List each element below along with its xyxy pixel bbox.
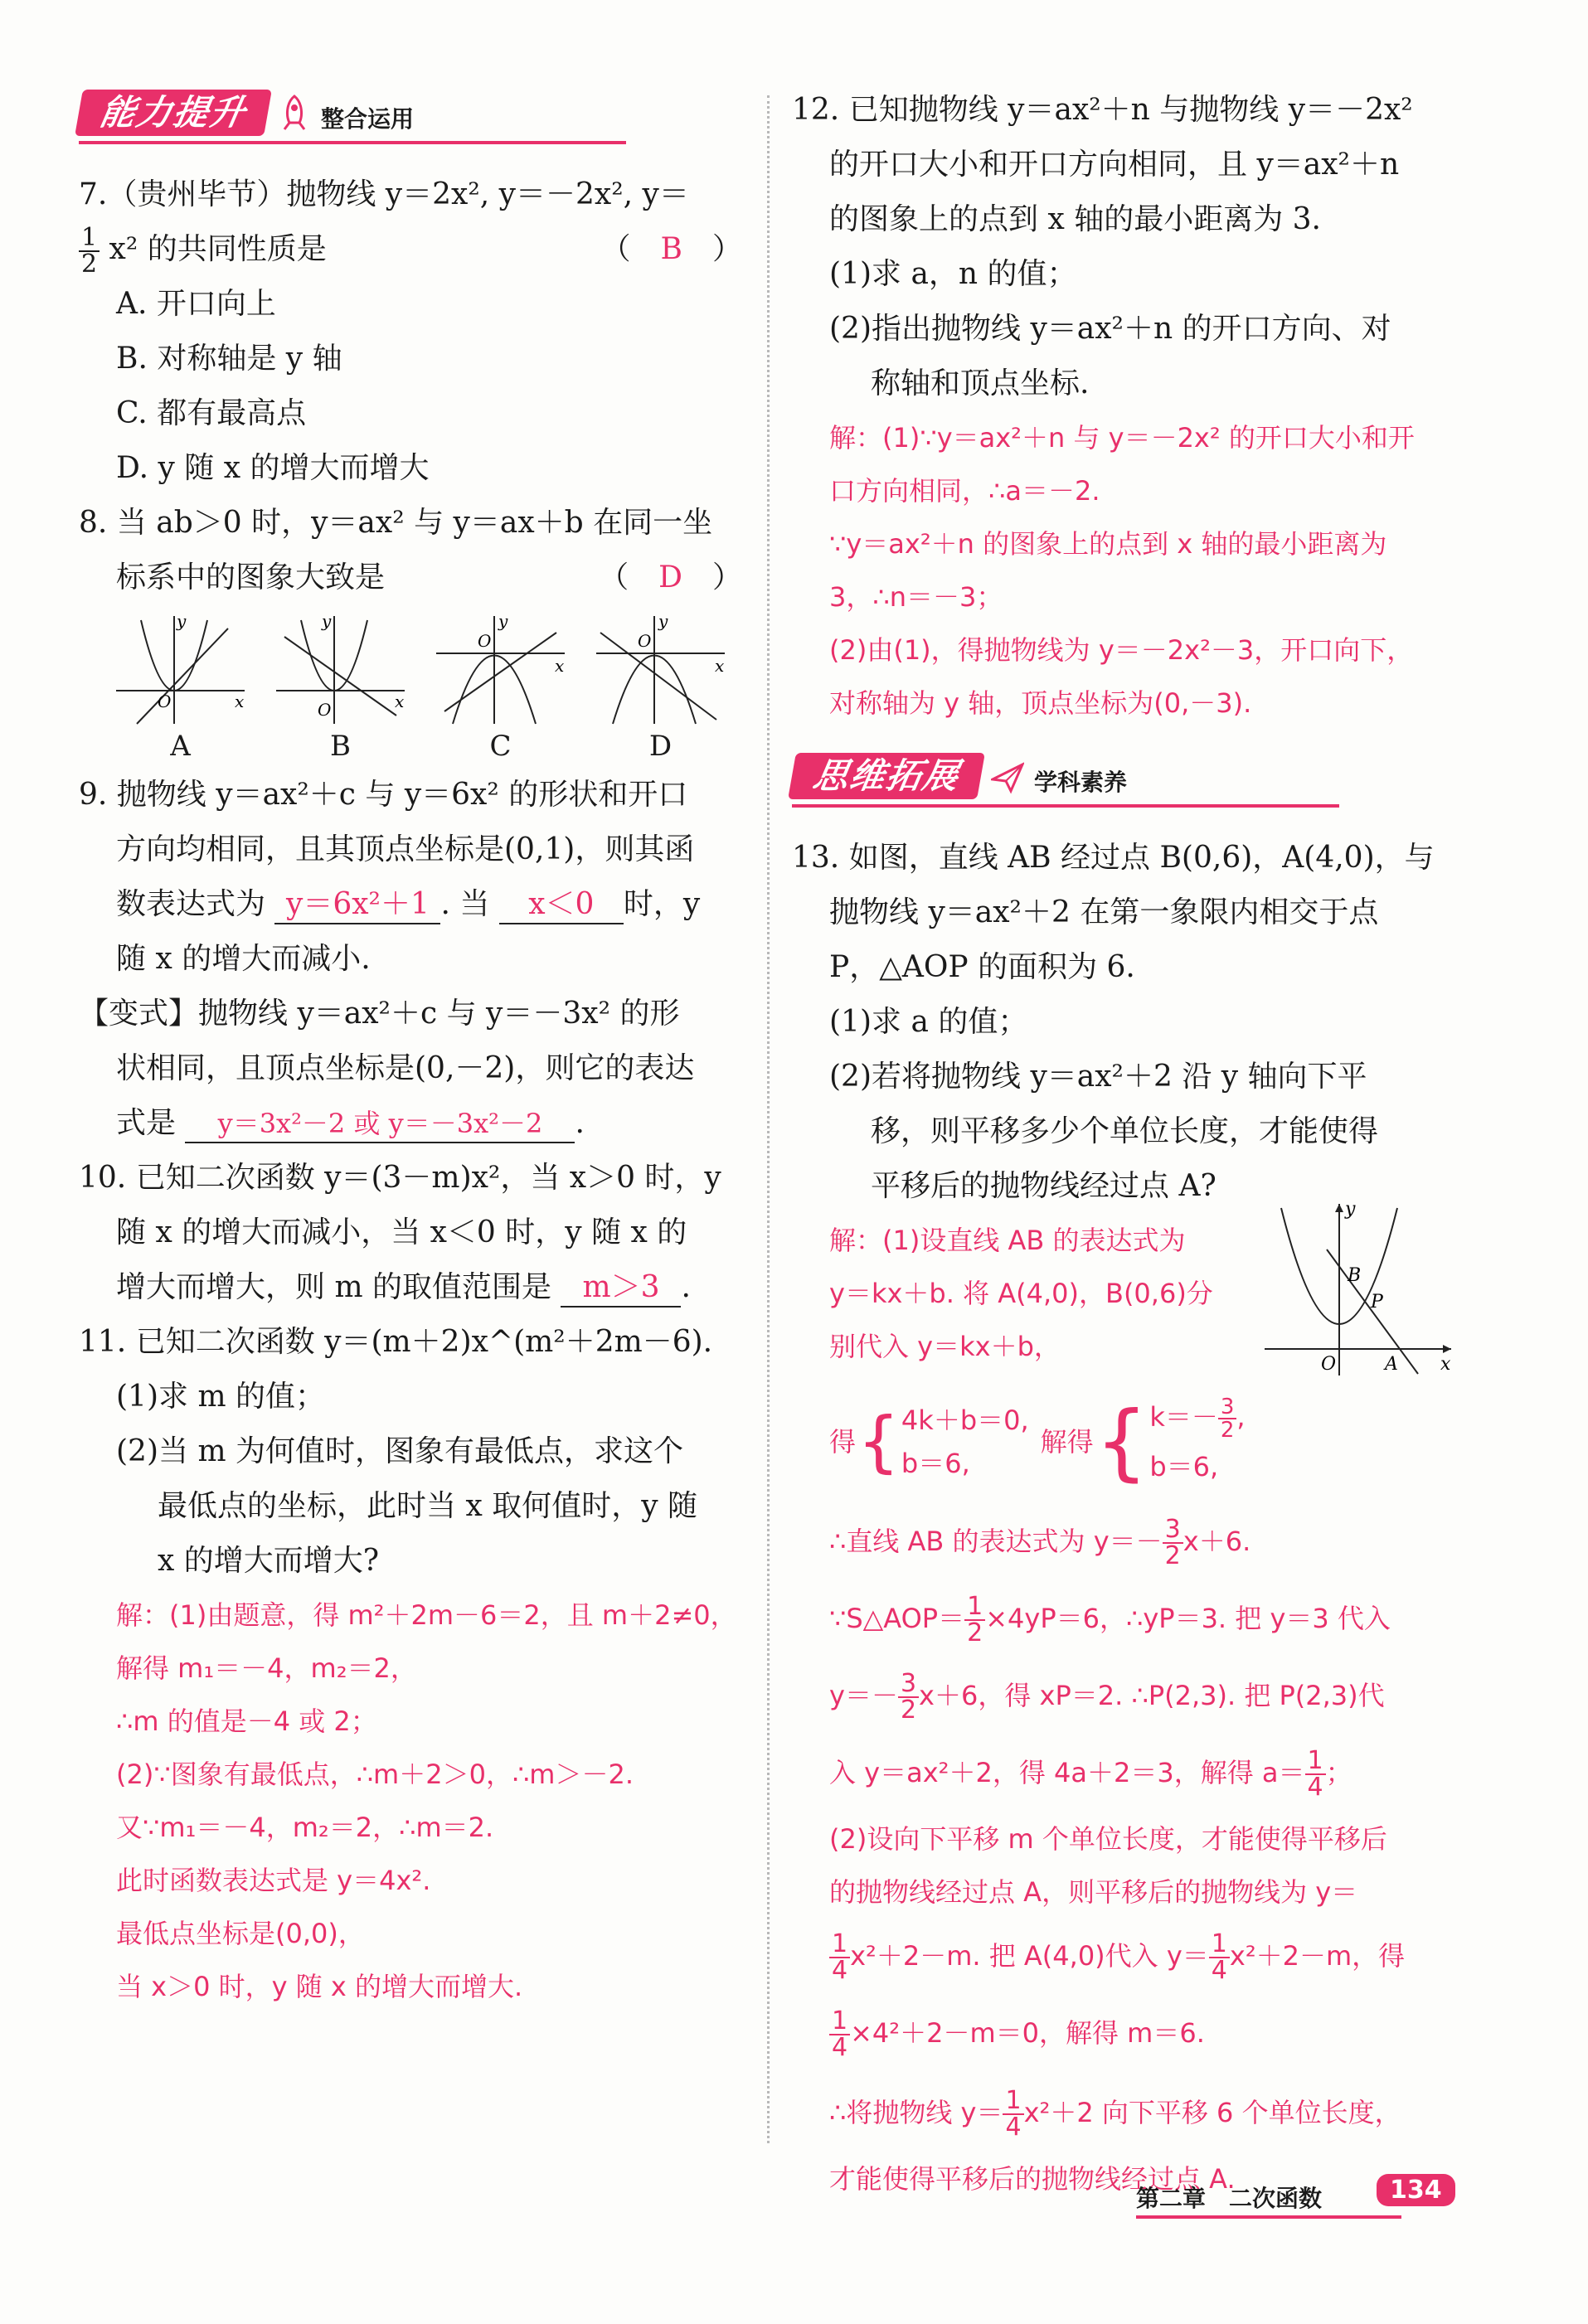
graph-label-a: A	[170, 730, 191, 763]
q13-sol-line5: ∵S△AOP＝ $\frac{1}{2}$ ×4yP＝6，∴yP＝3. 把 y＝3 代入	[829, 1592, 1391, 1647]
q13-part1: (1)求 a 的值；	[829, 1005, 1028, 1039]
q11-sol-line2: 解得 m₁＝－4，m₂＝2，	[116, 1652, 417, 1684]
q12-stem-line2: 的开口大小和开口方向相同，且 y＝ax²＋n	[829, 148, 1400, 182]
q13-sol-line6: y＝－ $\frac{3}{2}$ x＋6，得 xP＝2. ∴P(2,3). 把 P(2,3)代	[829, 1669, 1385, 1725]
graph-d-plot	[592, 612, 729, 728]
svg-text:y: y	[498, 612, 508, 631]
svg-text:y: y	[177, 612, 187, 631]
q7-option-b: B. 对称轴是 y 轴	[116, 342, 342, 376]
q13-stem-line2: 抛物线 y＝ax²＋2 在第一象限内相交于点	[829, 895, 1379, 929]
q7-stem-line1: 7.（贵州毕节）抛物线 y＝2x², y＝－2x², y＝	[79, 177, 689, 211]
q13-sol-line9: 的抛物线经过点 A，则平移后的抛物线为 y＝	[829, 1876, 1358, 1908]
q11-sol-line1: 解：(1)由题意，得 m²＋2m－6＝2，且 m＋2≠0，	[116, 1599, 737, 1631]
q13-stem-line1: 13. 如图，直线 AB 经过点 B(0,6)，A(4,0)，与	[792, 841, 1435, 875]
q8-answer: D	[658, 560, 682, 594]
q7-option-a: A. 开口向上	[116, 287, 276, 321]
svg-text:O: O	[478, 631, 492, 651]
question-10	[79, 1151, 742, 1315]
q7-answer: B	[660, 232, 682, 266]
q7-stem-line2: $\frac{1}{2}$ x² 的共同性质是 （ B ）	[79, 222, 742, 277]
q13-sol-line8: (2)设向下平移 m 个单位长度，才能使得平移后	[829, 1823, 1387, 1855]
q12-stem-line1: 12. 已知抛物线 y＝ax²＋n 与抛物线 y＝－2x²	[792, 93, 1413, 127]
svg-text:y: y	[658, 612, 668, 631]
q11-part1: (1)求 m 的值；	[116, 1380, 326, 1414]
q7-fraction: $\frac{1}{2}$	[79, 226, 100, 277]
section-subtitle: 整合运用	[321, 105, 415, 133]
q9-variant-line3: 式是 y＝3x²－2 或 y＝－3x²－2 .	[79, 1096, 742, 1151]
svg-text:x: x	[555, 656, 565, 676]
question-7	[79, 167, 742, 496]
svg-text:y: y	[322, 612, 332, 631]
section-rule	[792, 804, 1339, 808]
svg-text:x: x	[395, 691, 405, 711]
q9-stem-line2: 方向均相同，且其顶点坐标是(0,1)，则其函	[116, 832, 695, 866]
q11-solution	[79, 1589, 742, 2013]
graph-b-plot	[272, 612, 409, 728]
paper-plane-icon	[991, 758, 1024, 794]
section-header-thinking	[792, 746, 1464, 813]
svg-text:A: A	[1385, 1354, 1398, 1375]
q13-part2-line3: 平移后的抛物线经过点 A?	[871, 1169, 1216, 1203]
q12-part2-line2: 称轴和顶点坐标.	[871, 366, 1090, 400]
svg-text:B: B	[1348, 1265, 1362, 1286]
q9-variant-line1: 【变式】抛物线 y＝ax²＋c 与 y＝－3x² 的形	[79, 997, 680, 1031]
graph-label-d: D	[648, 730, 673, 763]
q12-sol-line1: 解：(1)∵y＝ax²＋n 与 y＝－2x² 的开口大小和开	[829, 422, 1415, 454]
svg-text:O: O	[638, 631, 652, 651]
q11-part2-line3: x 的增大而增大?	[158, 1544, 380, 1578]
q11-part2-line1: (2)当 m 为何值时，图象有最低点，求这个	[116, 1434, 684, 1468]
svg-text:O: O	[158, 691, 172, 711]
q10-stem-line3: 增大而增大，则 m 的取值范围是 m＞3 .	[79, 1260, 742, 1315]
q11-sol-line8: 当 x＞0 时，y 随 x 的增大而增大.	[116, 1971, 523, 2002]
q13-part2-line1: (2)若将抛物线 y＝ax²＋2 沿 y 轴向下平	[829, 1060, 1367, 1094]
column-divider	[767, 95, 770, 2143]
page-number: 134	[1377, 2174, 1455, 2206]
q12-solution	[792, 411, 1464, 730]
q12-part1: (1)求 a，n 的值；	[829, 257, 1077, 291]
graph-label-c: C	[489, 730, 512, 763]
question-13	[792, 831, 1464, 2205]
q11-sol-line3: ∴m 的值是－4 或 2；	[116, 1705, 377, 1737]
right-column	[792, 83, 1464, 2205]
q11-sol-line7: 最低点坐标是(0,0)，	[116, 1918, 365, 1949]
q8-graph-a	[112, 612, 249, 764]
section-rule	[79, 141, 626, 144]
section-subtitle: 学科素养	[1034, 769, 1128, 796]
q13-sol-line1: 解：(1)设直线 AB 的表达式为	[829, 1225, 1186, 1256]
q10-stem-line1: 10. 已知二次函数 y＝(3－m)x²，当 x＞0 时，y	[79, 1161, 721, 1195]
q13-equation-system: 得 { 4k＋b＝0, b＝6, 解得 { k＝－ $\frac{3}{2}$ , b＝6,	[829, 1393, 1246, 1490]
q11-sol-line6: 此时函数表达式是 y＝4x².	[116, 1865, 431, 1896]
q7-answer-paren: （ B ）	[600, 232, 742, 266]
q12-sol-line6: 对称轴为 y 轴，顶点坐标为(0,－3).	[829, 687, 1252, 719]
q12-part2-line1: (2)指出抛物线 y＝ax²＋n 的开口方向、对	[829, 312, 1391, 346]
footer-rule	[1136, 2215, 1401, 2219]
svg-text:P: P	[1371, 1292, 1383, 1312]
q12-sol-line5: (2)由(1)，得抛物线为 y＝－2x²－3，开口向下，	[829, 634, 1414, 666]
q9-stem-line1: 9. 抛物线 y＝ax²＋c 与 y＝6x² 的形状和开口	[79, 778, 688, 812]
q13-sol-line10: $\frac{1}{4}$ x²＋2－m. 把 A(4,0)代入 y＝ $\frac{1}{4}$ x²＋2－m，得	[829, 1919, 1464, 1993]
q13-figure	[1265, 1200, 1455, 1378]
q12-sol-line4: 3，∴n＝－3；	[829, 581, 1003, 613]
q13-stem-line3: P，△AOP 的面积为 6.	[829, 950, 1135, 984]
q13-sol-line11: $\frac{1}{4}$ ×4²＋2－m＝0，解得 m＝6.	[829, 1993, 1464, 2073]
section-title: 思维拓展	[788, 753, 985, 799]
rocket-icon	[278, 95, 311, 131]
q11-sol-line5: 又∵m₁＝－4，m₂＝2，∴m＝2.	[116, 1812, 494, 1843]
graph-label-b: B	[330, 730, 351, 763]
q8-answer-paren: （ D ）	[599, 560, 742, 594]
q13-sol-line12: ∴将抛物线 y＝ $\frac{1}{4}$ x²＋2 向下平移 6 个单位长度，	[829, 2086, 1401, 2142]
q12-sol-line3: ∵y＝ax²＋n 的图象上的点到 x 轴的最小距离为	[829, 528, 1387, 560]
q10-blank: m＞3	[561, 1269, 681, 1308]
q8-stem-line1: 8. 当 ab＞0 时，y＝ax² 与 y＝ax＋b 在同一坐	[79, 506, 713, 540]
svg-text:y: y	[1345, 1200, 1356, 1220]
graph-a-plot	[112, 612, 249, 728]
q13-part2-line2: 移，则平移多少个单位长度，才能使得	[871, 1114, 1379, 1148]
q13-sol-line13: 才能使得平移后的抛物线经过点 A.	[829, 2163, 1236, 2195]
q9-variant-blank: y＝3x²－2 或 y＝－3x²－2	[185, 1105, 575, 1143]
q11-part2-line2: 最低点的坐标，此时当 x 取何值时，y 随	[158, 1489, 697, 1523]
svg-text:x: x	[1440, 1354, 1451, 1375]
q8-graphs	[79, 612, 742, 764]
q7-option-c: C. 都有最高点	[116, 396, 307, 430]
question-11	[79, 1315, 742, 2013]
q8-graph-c	[432, 612, 569, 764]
q12-stem-line3: 的图象上的点到 x 轴的最小距离为 3.	[829, 202, 1321, 236]
svg-text:x: x	[235, 691, 245, 711]
question-9	[79, 768, 742, 1151]
section-header-ability	[79, 83, 742, 149]
q13-sol-line7: 入 y＝ax²＋2，得 4a＋2＝3，解得 a＝ $\frac{1}{4}$ ；	[829, 1746, 1352, 1802]
q9-stem-line4: 随 x 的增大而减小.	[116, 942, 371, 976]
q8-stem-line2: 标系中的图象大致是 （ D ）	[79, 551, 742, 605]
q11-stem-line1: 11. 已知二次函数 y＝(m＋2)x^(m²＋2m－6).	[79, 1325, 713, 1359]
q13-sol-line3: 别代入 y＝kx＋b，	[829, 1331, 1061, 1362]
q13-sol-line2: y＝kx＋b. 将 A(4,0)，B(0,6)分	[829, 1278, 1213, 1309]
svg-text:x: x	[715, 656, 725, 676]
q8-graph-b	[272, 612, 409, 764]
left-column	[79, 83, 742, 2013]
q9-variant-line2: 状相同，且顶点坐标是(0,－2)，则它的表达	[116, 1051, 695, 1085]
page-footer	[1136, 2172, 1468, 2222]
svg-text:O: O	[318, 700, 332, 720]
q9-blank-2: x＜0	[499, 886, 624, 924]
section-title: 能力提升	[75, 90, 272, 136]
q11-sol-line4: (2)∵图象有最低点，∴m＋2＞0，∴m＞－2.	[116, 1759, 634, 1790]
q12-sol-line2: 口方向相同，∴a＝－2.	[829, 475, 1100, 507]
svg-text:O: O	[1321, 1354, 1337, 1375]
q13-sol-line4: ∴直线 AB 的表达式为 y＝－ $\frac{3}{2}$ x＋6.	[829, 1515, 1251, 1570]
question-8	[79, 496, 742, 764]
q10-stem-line2: 随 x 的增大而减小，当 x＜0 时，y 随 x 的	[116, 1215, 687, 1249]
graph-c-plot	[432, 612, 569, 728]
chapter-title: 第二章 二次函数	[1136, 2185, 1323, 2212]
q9-blank-1: y＝6x²＋1	[274, 886, 440, 924]
question-12	[792, 83, 1464, 730]
q9-stem-line3: 数表达式为 y＝6x²＋1 . 当 x＜0 时，y	[79, 877, 742, 932]
q8-graph-d	[592, 612, 729, 764]
q7-option-d: D. y 随 x 的增大而增大	[116, 451, 430, 485]
